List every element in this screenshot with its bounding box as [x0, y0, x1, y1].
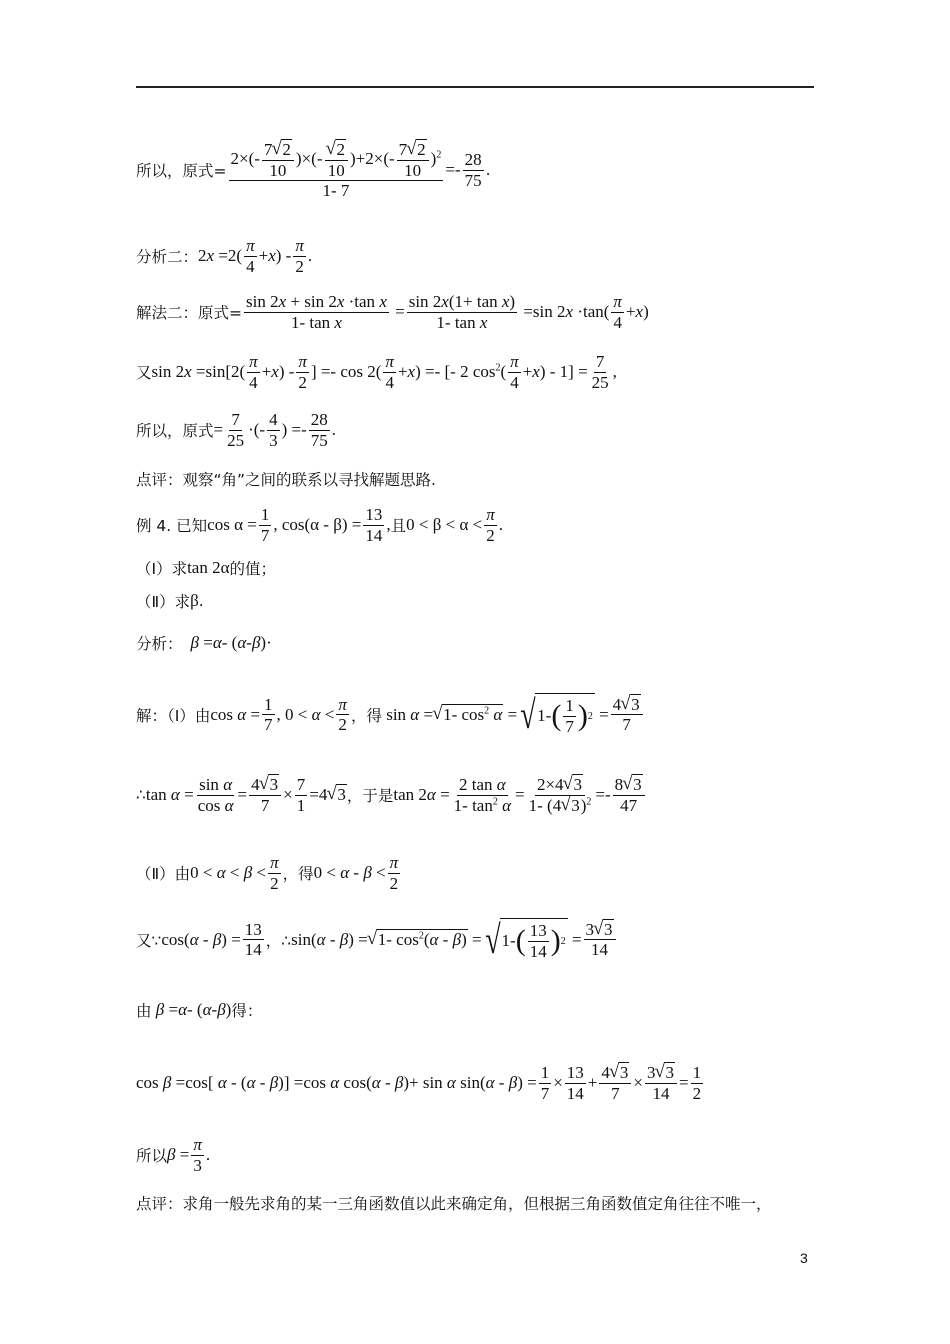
therefore-sign: ∴	[136, 786, 146, 805]
header-rule	[136, 86, 814, 88]
page-number: 3	[800, 1250, 808, 1266]
de-word: ，得	[350, 706, 382, 725]
cos-beta-line: cos β =cos[ α - (α - β)] =cos α cos(α - β)+ sin α sin(α - β) = $\frac{1}{7}$ × $\frac{13}{14}$ + $\frac{4√ 3}{7}$ × $\frac{3√ 3}{14}$ = $\frac{1}{2}$	[136, 1063, 705, 1103]
period: .	[485, 161, 491, 180]
and-word: 且	[390, 517, 407, 536]
line-label: 所以	[136, 1147, 168, 1166]
example-4: 例 4. 已知 cos α = $\frac{1}{7}$ , cos(α - β) = $\frac{13}{14}$ , 且 0 < β < α < $\frac{\pi}{2}$ .	[136, 505, 503, 545]
beta-result: 所以 β = $\frac{\pi}{3}$ .	[136, 1135, 211, 1175]
solution-part1: 解：（Ⅰ）由 cos α = $\frac{1}{7}$ , 0 < α < $\frac{\pi}{2}$ ，得 sin α = √ 1- $\cos^2 \alpha$ = √ 1- ( $\frac{1}{7}$ ) 2 = $\frac{4√ 3}{7}$	[136, 693, 645, 736]
line-label: 所以，原式	[136, 422, 214, 441]
comment-text: 点评：观察“角”之间的联系以寻找解题思路.	[136, 471, 436, 489]
line-label: （Ⅱ）由	[136, 865, 191, 884]
big-fraction: 2×(- $\frac{7√ 2}{10}$ )×(- √ $\frac{2}{10}$ )+2×(- $\frac{7√ 2}{10}$ )$^2$ 1- 7	[229, 140, 444, 201]
formula-line-1: 所以，原式= 2×(- $\frac{7√ 2}{10}$ )×(- √ $\frac{2}{10}$ )+2×(- $\frac{7√ 2}{10}$ )$^2$ 1- 7 =- $\frac{28}{75}$ .	[136, 140, 491, 201]
line-post: 得：	[231, 1002, 263, 1020]
tan-derivation: ∴ tan α = $\frac{\text{sin α}}{\text{cos α}}$ = $\frac{4√ 3}{7}$ × $\frac{7}{1}$ =4√ 3 ，于是 tan 2α = $\frac{\text{2 tan α}}{1- \tan^2 \alpha}$ = $\frac{2\times 4√ 3}{1- (4√ 3)^2}$ =- $\frac{8√ 3}{47}$	[136, 775, 647, 815]
line-label: 分析：	[136, 635, 183, 653]
comment-text: 点评：求角一般先求角的某一三角函数值以此来确定角，但根据三角函数值定角往往不唯一，	[136, 1195, 772, 1213]
therefore-word: ，∴	[265, 931, 292, 950]
comment-1	[136, 468, 436, 490]
from-identity: 由 β = α - ( α - β ) 得：	[136, 1000, 263, 1020]
sin2x-derivation: 又 sin 2x =sin[2( $\frac{\pi}{4}$ +x) - $\frac{\pi}{2}$ ] =- cos 2( $\frac{\pi}{4}$ +x) =- [- 2 $\cos^2$( $\frac{\pi}{4}$ +x) - 1] = $\frac{7}{25}$ ,	[136, 352, 617, 392]
line-label: 解法二：原式=	[136, 304, 242, 323]
question-2: （Ⅱ）求 β .	[136, 591, 204, 611]
line-label: 又	[136, 364, 152, 383]
solution-part2: （Ⅱ）由 0 < α < β < $\frac{\pi}{2}$ ，得 0 < α - β < $\frac{\pi}{2}$	[136, 853, 399, 893]
line-label: 由	[136, 1002, 152, 1020]
question-1: （Ⅰ）求 tan 2α 的值；	[136, 558, 277, 578]
analysis-line: 分析： β = α - ( α - β )·	[136, 633, 272, 653]
line-label: 分析二：	[136, 248, 199, 267]
line-label: 解：（Ⅰ）由	[136, 706, 211, 725]
line-label: 所以，原式=	[136, 162, 227, 181]
result-line: 所以，原式 = $\frac{7}{25}$ ·(- $\frac{4}{3}$ ) =- $\frac{28}{75}$ .	[136, 410, 337, 450]
example-label: 例 4. 已知	[136, 517, 208, 536]
question-post: 的值；	[229, 560, 277, 578]
yushi-word: ，于是	[346, 787, 394, 806]
de-word: ，得	[282, 865, 314, 884]
analysis-two: 分析二： 2x =2( $\frac{\pi}{4}$ +x) - $\frac{\pi}{2}$ .	[136, 236, 313, 276]
question-pre: （Ⅱ）求	[136, 593, 191, 611]
comment-2	[136, 1192, 772, 1214]
solution-two: 解法二：原式= $\frac{\text{sin 2x + sin 2x ·tan x}}{\text{1- tan x}}$ = $\frac{\text{sin 2x(1+ tan x)}}{\text{1- tan x}}$ =sin 2x ·tan( $\frac{\pi}{4}$ +x)	[136, 292, 649, 332]
question-pre: （Ⅰ）求	[136, 560, 188, 578]
sin-alpha-minus-beta: 又∵ cos(α - β) = $\frac{13}{14}$ ，∴ sin(α - β) = √ 1- $\cos^2(\alpha - \beta)$ = √ 1- ( $\frac{13}{14}$ ) 2 = $\frac{3√ 3}{14}$	[136, 918, 618, 961]
question-post: .	[198, 592, 204, 610]
line-label: 又∵	[136, 931, 162, 950]
